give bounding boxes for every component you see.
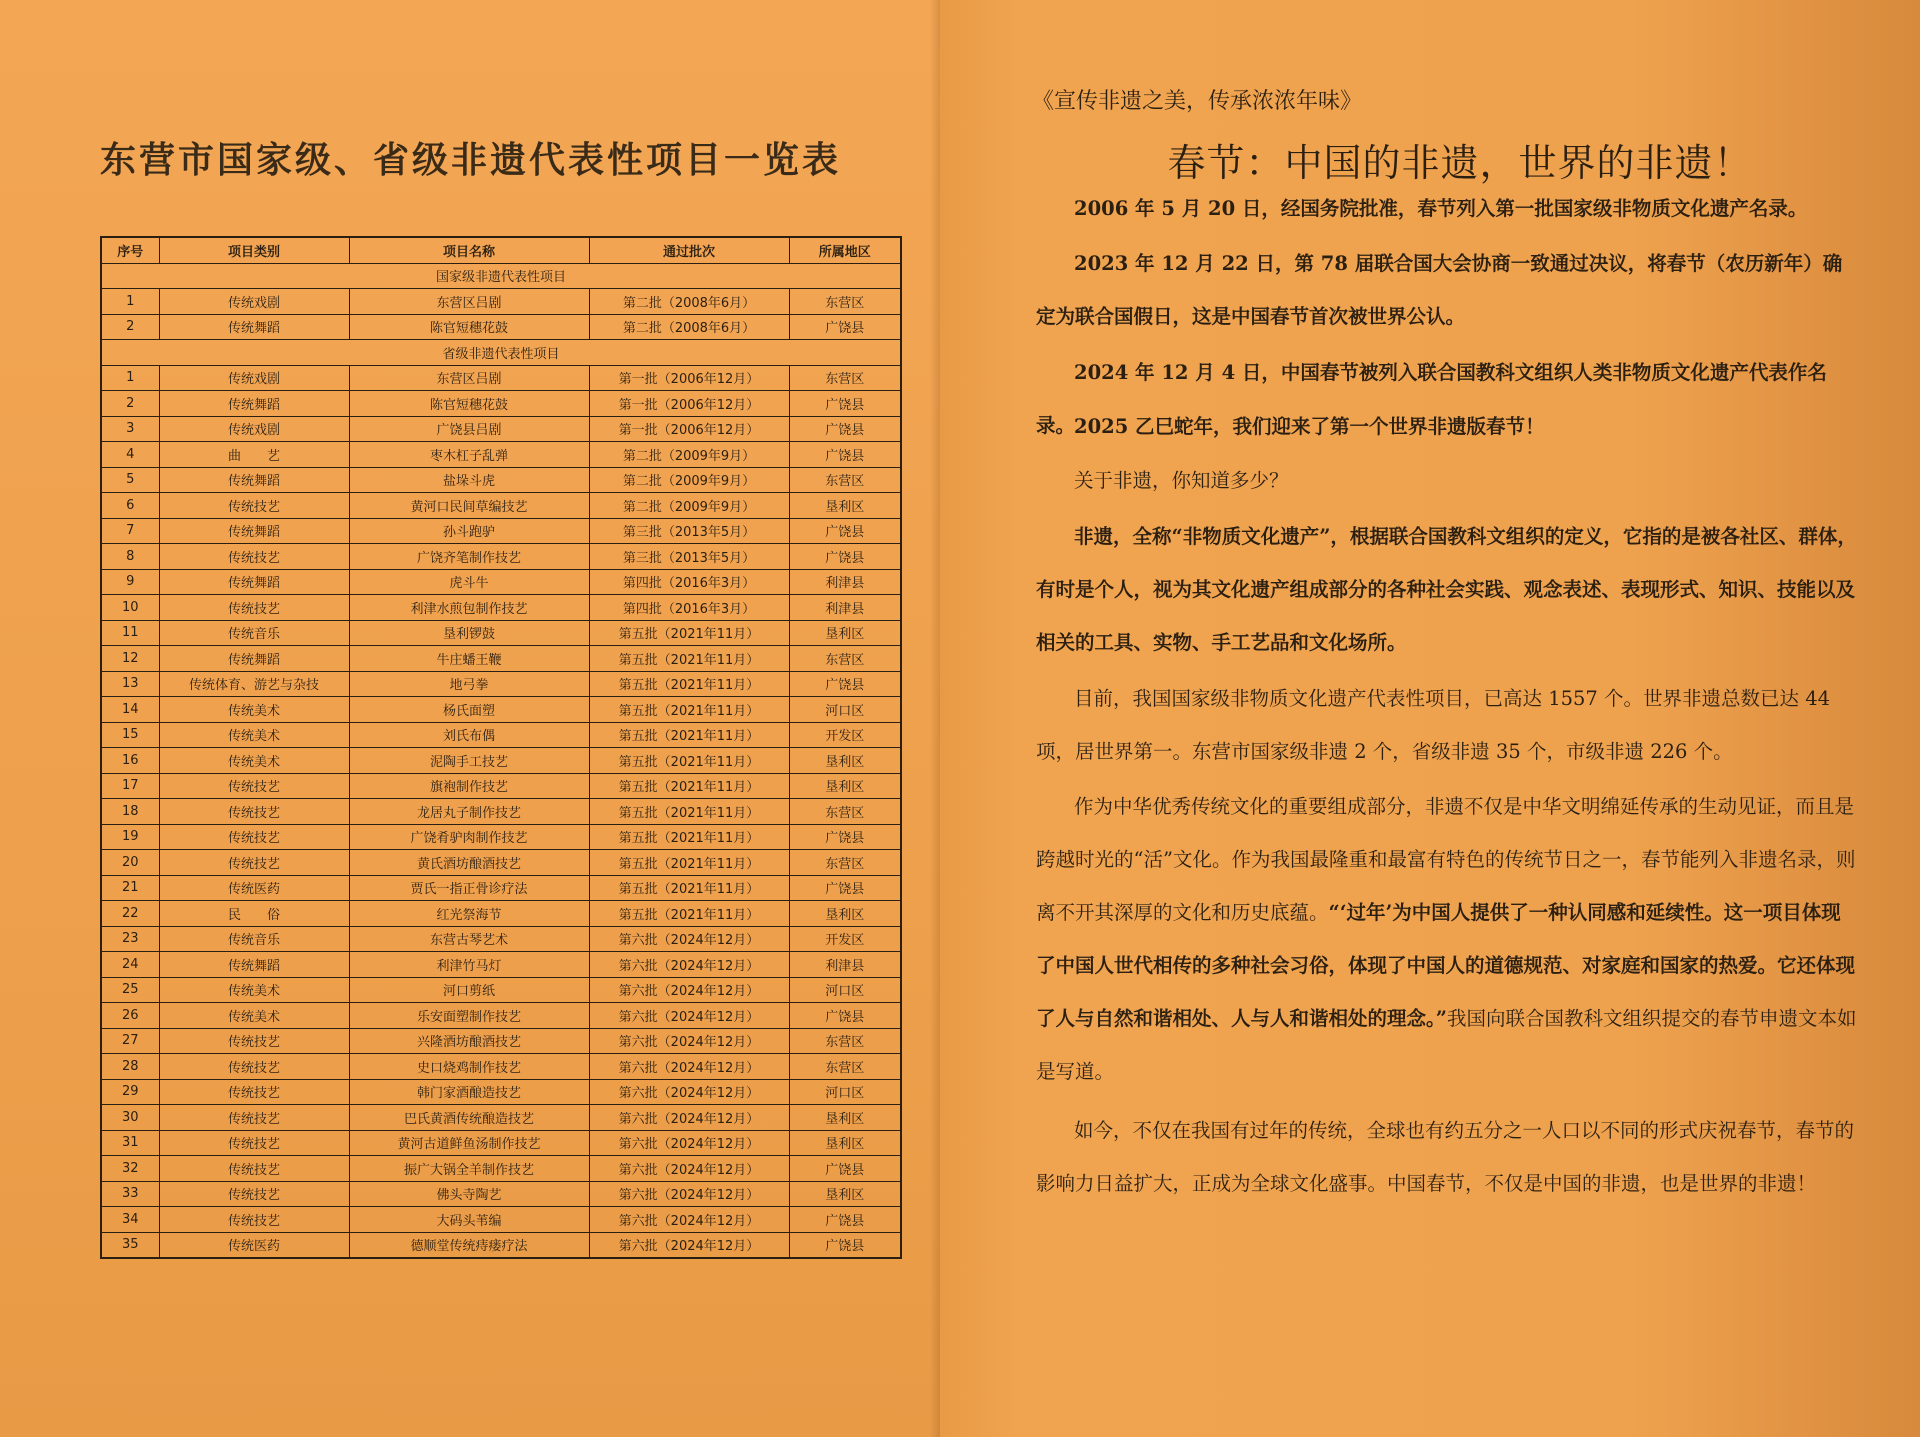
cell-region: 广饶县 (789, 314, 901, 340)
cell-name: 红光祭海节 (349, 901, 589, 927)
cell-batch: 第五批（2021年11月） (589, 722, 789, 748)
cell-no: 6 (101, 493, 159, 519)
cell-name: 枣木杠子乱弹 (349, 442, 589, 468)
cell-batch: 第六批（2024年12月） (589, 1207, 789, 1233)
cell-category: 传统戏剧 (159, 365, 349, 391)
table-row (101, 977, 901, 1003)
cell-name: 德顺堂传统痔瘘疗法 (349, 1232, 589, 1258)
cell-batch: 第六批（2024年12月） (589, 1105, 789, 1131)
cell-batch: 第五批（2021年11月） (589, 773, 789, 799)
cell-category: 传统音乐 (159, 926, 349, 952)
cell-category: 传统技艺 (159, 1105, 349, 1131)
cell-region: 东营区 (789, 646, 901, 672)
significance-quote: “‘过年’为中国人提供了一种认同感和延续性。这一项目体现了中国人世代相传的多种社会习俗，体现了中国人的道德规范、对家庭和国家的热爱。它还体现了人与自然和谐相处、人与人和谐相处的理念。” (1036, 901, 1856, 1030)
cell-name: 大码头苇编 (349, 1207, 589, 1233)
table-row (101, 289, 901, 315)
cell-no: 11 (101, 620, 159, 646)
cell-name: 振广大锅全羊制作技艺 (349, 1156, 589, 1182)
cell-region: 垦利区 (789, 748, 901, 774)
table-row (101, 467, 901, 493)
cell-no: 32 (101, 1156, 159, 1182)
cell-region: 广饶县 (789, 1156, 901, 1182)
cell-name: 乐安面塑制作技艺 (349, 1003, 589, 1029)
cell-batch: 第五批（2021年11月） (589, 671, 789, 697)
cell-name: 利津竹马灯 (349, 952, 589, 978)
cell-name: 孙斗跑驴 (349, 518, 589, 544)
header-region: 所属地区 (789, 237, 901, 263)
article-headline: 春节：中国的非遗，世界的非遗！ (1167, 141, 1753, 185)
cell-region: 广饶县 (789, 544, 901, 570)
cell-region: 垦利区 (789, 1105, 901, 1131)
cell-no: 31 (101, 1130, 159, 1156)
cell-category: 传统体育、游艺与杂技 (159, 671, 349, 697)
cell-category: 传统技艺 (159, 773, 349, 799)
cell-no: 16 (101, 748, 159, 774)
cell-no: 35 (101, 1232, 159, 1258)
cell-name: 广饶肴驴肉制作技艺 (349, 824, 589, 850)
cell-region: 东营区 (789, 365, 901, 391)
table-row (101, 1105, 901, 1131)
cell-batch: 第六批（2024年12月） (589, 1181, 789, 1207)
cell-category: 曲 艺 (159, 442, 349, 468)
cell-name: 旗袍制作技艺 (349, 773, 589, 799)
table-row (101, 875, 901, 901)
cell-category: 传统技艺 (159, 799, 349, 825)
cell-name: 佛头寺陶艺 (349, 1181, 589, 1207)
header-no: 序号 (101, 237, 159, 263)
table-row (101, 722, 901, 748)
cell-no: 34 (101, 1207, 159, 1233)
table-row (101, 442, 901, 468)
cell-name: 牛庄蟠王鞭 (349, 646, 589, 672)
cell-batch: 第六批（2024年12月） (589, 1130, 789, 1156)
cell-category: 传统技艺 (159, 1156, 349, 1182)
cell-no: 13 (101, 671, 159, 697)
table-row (101, 926, 901, 952)
cell-category: 传统技艺 (159, 824, 349, 850)
cell-batch: 第六批（2024年12月） (589, 1003, 789, 1029)
cell-no: 18 (101, 799, 159, 825)
cell-name: 陈官短穗花鼓 (349, 391, 589, 417)
table-row (101, 569, 901, 595)
cell-no: 25 (101, 977, 159, 1003)
cell-region: 广饶县 (789, 391, 901, 417)
cell-category: 传统技艺 (159, 1181, 349, 1207)
cell-category: 传统技艺 (159, 1054, 349, 1080)
table-row (101, 671, 901, 697)
cell-batch: 第五批（2021年11月） (589, 799, 789, 825)
table-row (101, 1181, 901, 1207)
cell-region: 东营区 (789, 799, 901, 825)
significance-text-c: 我国向联合国教科文组织提交的春节申遗文本如是写道。 (1036, 1007, 1857, 1083)
table-row (101, 799, 901, 825)
cell-category: 传统舞蹈 (159, 569, 349, 595)
cell-batch: 第四批（2016年3月） (589, 569, 789, 595)
cell-batch: 第五批（2021年11月） (589, 620, 789, 646)
cell-no: 2 (101, 314, 159, 340)
cell-category: 传统医药 (159, 1232, 349, 1258)
table-row (101, 850, 901, 876)
cell-batch: 第五批（2021年11月） (589, 697, 789, 723)
cell-region: 东营区 (789, 289, 901, 315)
cell-no: 10 (101, 595, 159, 621)
left-page (0, 0, 940, 1437)
cell-region: 广饶县 (789, 824, 901, 850)
cell-batch: 第五批（2021年11月） (589, 850, 789, 876)
cell-name: 兴隆酒坊酿酒技艺 (349, 1028, 589, 1054)
cell-name: 虎斗牛 (349, 569, 589, 595)
cell-batch: 第二批（2008年6月） (589, 289, 789, 315)
cell-name: 广饶齐笔制作技艺 (349, 544, 589, 570)
table-row (101, 391, 901, 417)
cell-region: 广饶县 (789, 875, 901, 901)
cell-category: 传统舞蹈 (159, 314, 349, 340)
cell-name: 广饶县吕剧 (349, 416, 589, 442)
cell-name: 河口剪纸 (349, 977, 589, 1003)
table-row (101, 773, 901, 799)
paragraph-stats: 目前，我国国家级非物质文化遗产代表性项目，已高达 1557 个。世界非遗总数已达 44 项，居世界第一。东营市国家级非遗 2 个，省级非遗 35 个，市级非遗 226 个。 (1036, 687, 1831, 763)
heritage-table (100, 236, 902, 1259)
significance-text-a: 作为中华优秀传统文化的重要组成部分，非遗不仅是中华文明绵延传承的生动见证，而且是跨越时光的“活”文化。作为我国最隆重和最富有特色的传统节日之一，春节能列入非遗名录，则离不开其深厚的文化和历史底蕴。 (1036, 795, 1856, 924)
cell-category: 传统戏剧 (159, 416, 349, 442)
cell-region: 广饶县 (789, 1003, 901, 1029)
cell-region: 广饶县 (789, 671, 901, 697)
table-header-row (101, 237, 901, 263)
cell-no: 17 (101, 773, 159, 799)
cell-batch: 第六批（2024年12月） (589, 1028, 789, 1054)
cell-region: 垦利区 (789, 493, 901, 519)
cell-category: 传统戏剧 (159, 289, 349, 315)
cell-no: 28 (101, 1054, 159, 1080)
cell-name: 利津水煎包制作技艺 (349, 595, 589, 621)
cell-name: 东营区吕剧 (349, 365, 589, 391)
provincial-section-row (101, 340, 901, 366)
cell-no: 8 (101, 544, 159, 570)
cell-batch: 第六批（2024年12月） (589, 1232, 789, 1258)
cell-name: 东营区吕剧 (349, 289, 589, 315)
cell-no: 19 (101, 824, 159, 850)
cell-no: 22 (101, 901, 159, 927)
cell-region: 广饶县 (789, 1232, 901, 1258)
cell-no: 33 (101, 1181, 159, 1207)
cell-region: 利津县 (789, 595, 901, 621)
national-section-row (101, 263, 901, 289)
cell-no: 15 (101, 722, 159, 748)
cell-region: 垦利区 (789, 901, 901, 927)
cell-no: 7 (101, 518, 159, 544)
cell-category: 传统技艺 (159, 595, 349, 621)
national-section-label: 国家级非遗代表性项目 (101, 263, 901, 289)
cell-region: 广饶县 (789, 1207, 901, 1233)
cell-batch: 第六批（2024年12月） (589, 977, 789, 1003)
table-row (101, 697, 901, 723)
table-row (101, 1130, 901, 1156)
cell-no: 29 (101, 1079, 159, 1105)
paragraph-2023: 2023 年 12 月 22 日，第 78 届联合国大会协商一致通过决议，将春节（农历新年）确定为联合国假日，这是中国春节首次被世界公认。 (1036, 252, 1843, 328)
cell-batch: 第六批（2024年12月） (589, 952, 789, 978)
header-category: 项目类别 (159, 237, 349, 263)
cell-name: 盐垛斗虎 (349, 467, 589, 493)
cell-no: 2 (101, 391, 159, 417)
cell-category: 传统舞蹈 (159, 952, 349, 978)
cell-region: 河口区 (789, 977, 901, 1003)
cell-region: 垦利区 (789, 620, 901, 646)
table-row (101, 1003, 901, 1029)
paragraph-global: 如今，不仅在我国有过年的传统，全球也有约五分之一人口以不同的形式庆祝春节，春节的影响力日益扩大，正成为全球文化盛事。中国春节，不仅是中国的非遗，也是世界的非遗！ (1036, 1119, 1855, 1195)
cell-name: 巴氏黄酒传统酿造技艺 (349, 1105, 589, 1131)
provincial-section-label: 省级非遗代表性项目 (101, 340, 901, 366)
table-row (101, 1028, 901, 1054)
cell-category: 传统美术 (159, 697, 349, 723)
cell-name: 黄氏酒坊酿酒技艺 (349, 850, 589, 876)
cell-batch: 第二批（2009年9月） (589, 442, 789, 468)
cell-name: 垦利锣鼓 (349, 620, 589, 646)
cell-category: 传统舞蹈 (159, 518, 349, 544)
cell-region: 开发区 (789, 722, 901, 748)
paragraph-definition: 非遗，全称“非物质文化遗产”，根据联合国教科文组织的定义，它指的是被各社区、群体，有时是个人，视为其文化遗产组成部分的各种社会实践、观念表述、表现形式、知识、技能以及相关的工具、实物、手工艺品和文化场所。 (1036, 525, 1857, 654)
cell-category: 传统美术 (159, 1003, 349, 1029)
cell-category: 传统技艺 (159, 1028, 349, 1054)
cell-region: 垦利区 (789, 1181, 901, 1207)
cell-no: 30 (101, 1105, 159, 1131)
cell-no: 26 (101, 1003, 159, 1029)
cell-no: 14 (101, 697, 159, 723)
cell-batch: 第二批（2009年9月） (589, 493, 789, 519)
cell-name: 黄河古道鲜鱼汤制作技艺 (349, 1130, 589, 1156)
header-batch: 通过批次 (589, 237, 789, 263)
cell-name: 贾氏一指正骨诊疗法 (349, 875, 589, 901)
cell-batch: 第五批（2021年11月） (589, 875, 789, 901)
paragraph-2025: 2025 乙巳蛇年，我们迎来了第一个世界非遗版春节！ (1074, 415, 1545, 438)
cell-batch: 第二批（2008年6月） (589, 314, 789, 340)
table-row (101, 416, 901, 442)
cell-category: 传统舞蹈 (159, 391, 349, 417)
cell-batch: 第五批（2021年11月） (589, 748, 789, 774)
cell-no: 1 (101, 365, 159, 391)
paragraph-2006: 2006 年 5 月 20 日，经国务院批准，春节列入第一批国家级非物质文化遗产名录。 (1074, 197, 1808, 220)
cell-batch: 第六批（2024年12月） (589, 1156, 789, 1182)
table-row (101, 620, 901, 646)
cell-name: 泥陶手工技艺 (349, 748, 589, 774)
table-row (101, 901, 901, 927)
cell-region: 开发区 (789, 926, 901, 952)
cell-name: 黄河口民间草编技艺 (349, 493, 589, 519)
cell-batch: 第六批（2024年12月） (589, 1054, 789, 1080)
table-row (101, 646, 901, 672)
cell-category: 传统美术 (159, 977, 349, 1003)
cell-region: 河口区 (789, 697, 901, 723)
cell-name: 地弓拳 (349, 671, 589, 697)
paragraph-2024: 2024 年 12 月 4 日，中国春节被列入联合国教科文组织人类非物质文化遗产代表作名录。 (1036, 361, 1827, 437)
cell-region: 东营区 (789, 1054, 901, 1080)
cell-region: 东营区 (789, 1028, 901, 1054)
cell-no: 9 (101, 569, 159, 595)
cell-batch: 第四批（2016年3月） (589, 595, 789, 621)
cell-category: 传统美术 (159, 722, 349, 748)
cell-name: 韩门家酒酿造技艺 (349, 1079, 589, 1105)
cell-no: 3 (101, 416, 159, 442)
cell-batch: 第五批（2021年11月） (589, 824, 789, 850)
cell-no: 27 (101, 1028, 159, 1054)
cell-batch: 第三批（2013年5月） (589, 544, 789, 570)
table-body (101, 263, 901, 1258)
table-row (101, 365, 901, 391)
cell-no: 20 (101, 850, 159, 876)
cell-category: 传统舞蹈 (159, 467, 349, 493)
cell-region: 利津县 (789, 952, 901, 978)
cell-no: 1 (101, 289, 159, 315)
table-row (101, 1207, 901, 1233)
cell-category: 传统美术 (159, 748, 349, 774)
table-row (101, 595, 901, 621)
cell-batch: 第六批（2024年12月） (589, 926, 789, 952)
cell-no: 5 (101, 467, 159, 493)
cell-region: 广饶县 (789, 518, 901, 544)
cell-category: 传统技艺 (159, 1207, 349, 1233)
cell-category: 传统技艺 (159, 850, 349, 876)
cell-name: 东营古琴艺术 (349, 926, 589, 952)
cell-batch: 第一批（2006年12月） (589, 391, 789, 417)
cell-batch: 第一批（2006年12月） (589, 416, 789, 442)
cell-category: 传统音乐 (159, 620, 349, 646)
cell-name: 陈官短穗花鼓 (349, 314, 589, 340)
cell-category: 传统技艺 (159, 1130, 349, 1156)
cell-no: 21 (101, 875, 159, 901)
article-subtitle: 《宣传非遗之美，传承浓浓年味》 (1032, 89, 1363, 114)
cell-batch: 第五批（2021年11月） (589, 901, 789, 927)
cell-category: 传统技艺 (159, 544, 349, 570)
cell-category: 民 俗 (159, 901, 349, 927)
table-title: 东营市国家级、省级非遗代表性项目一览表 (100, 139, 842, 181)
table-row (101, 544, 901, 570)
cell-batch: 第五批（2021年11月） (589, 646, 789, 672)
table-row (101, 1079, 901, 1105)
table-row (101, 952, 901, 978)
cell-region: 东营区 (789, 850, 901, 876)
cell-batch: 第二批（2009年9月） (589, 467, 789, 493)
cell-name: 杨氏面塑 (349, 697, 589, 723)
cell-category: 传统医药 (159, 875, 349, 901)
cell-name: 史口烧鸡制作技艺 (349, 1054, 589, 1080)
table-row (101, 1156, 901, 1182)
cell-region: 河口区 (789, 1079, 901, 1105)
paragraph-significance (1036, 780, 1858, 1098)
table-row (101, 1054, 901, 1080)
header-name: 项目名称 (349, 237, 589, 263)
cell-batch: 第一批（2006年12月） (589, 365, 789, 391)
cell-no: 23 (101, 926, 159, 952)
cell-region: 垦利区 (789, 1130, 901, 1156)
cell-region: 广饶县 (789, 416, 901, 442)
cell-region: 广饶县 (789, 442, 901, 468)
cell-region: 垦利区 (789, 773, 901, 799)
cell-batch: 第六批（2024年12月） (589, 1079, 789, 1105)
cell-region: 利津县 (789, 569, 901, 595)
cell-category: 传统舞蹈 (159, 646, 349, 672)
cell-no: 4 (101, 442, 159, 468)
cell-name: 龙居丸子制作技艺 (349, 799, 589, 825)
table-row (101, 824, 901, 850)
cell-region: 东营区 (789, 467, 901, 493)
table-row (101, 493, 901, 519)
cell-batch: 第三批（2013年5月） (589, 518, 789, 544)
table-row (101, 314, 901, 340)
table-row (101, 748, 901, 774)
cell-no: 24 (101, 952, 159, 978)
paragraph-question: 关于非遗，你知道多少？ (1074, 469, 1289, 492)
cell-category: 传统技艺 (159, 1079, 349, 1105)
cell-category: 传统技艺 (159, 493, 349, 519)
cell-name: 刘氏布偶 (349, 722, 589, 748)
cell-no: 12 (101, 646, 159, 672)
table-row (101, 1232, 901, 1258)
table-row (101, 518, 901, 544)
